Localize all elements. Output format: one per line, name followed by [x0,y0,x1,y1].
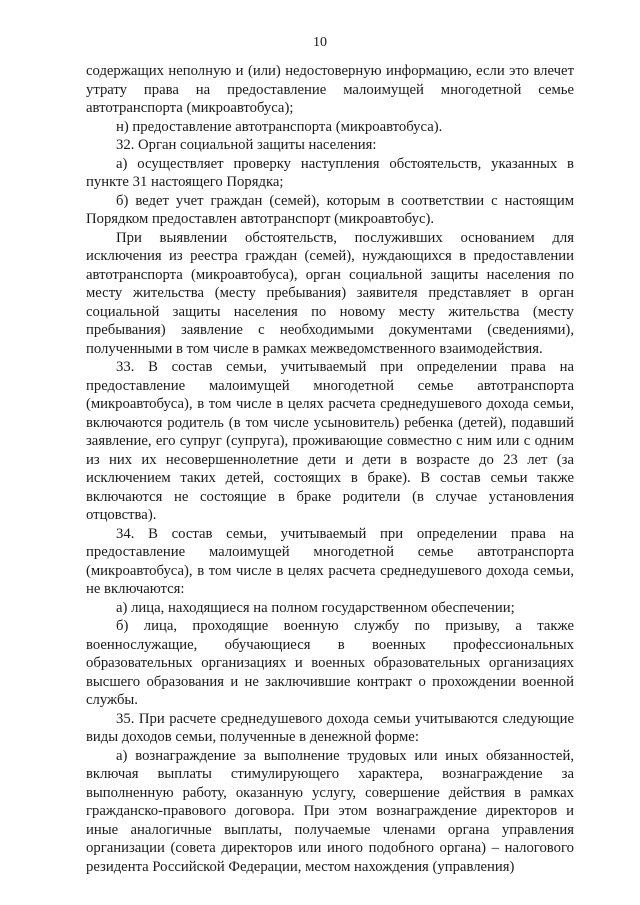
paragraph-clause-32: 32. Орган социальной защиты населения: [116,137,377,153]
paragraph-exclusion: При выявлении обстоятельств, послуживших основанием для исключения из реестра граждан (семей), нуждающихся в предоставлении автотранспорта (микроавтобуса), орган социальной защиты населения по месту жительства (месту пребывания) заявителя представляет в орган социальной защиты населения по новому месту жительства (месту пребывания) заявление с необходимыми документами (сведениями), полученными в том числе в рамках межведомственного взаимодействия. [86,229,574,357]
paragraph-clause-35: 35. При расчете среднедушевого дохода семьи учитываются следующие виды доходов семьи, полученные в денежной форме: [86,710,574,745]
document-body [86,62,574,876]
paragraph-item-b-32: б) ведет учет граждан (семей), которым в соответствии с настоящим Порядком предоставлен автотранспорт (микроавтобус). [86,192,574,227]
paragraph-item-a-34: а) лица, находящиеся на полном государственном обеспечении; [116,599,515,616]
page-number: 10 [313,35,327,50]
paragraph-item-b-34: б) лица, проходящие военную службу по призыву, а также военнослужащие, обучающиеся в военных профессиональных образовательных организациях и военных образовательных организациях высшего образования и не заключившие контракт о прохождении военной службы. [86,618,574,708]
paragraph-continuation: содержащих неполную и (или) недостоверную информацию, если это влечет утрату права на предоставление малоимущей многодетной семье автотранспорта (микроавтобуса); [86,63,574,116]
paragraph-item-a-32: а) осуществляет проверку наступления обстоятельств, указанных в пункте 31 настоящего Порядка; [86,155,574,190]
paragraph-item-a-35: а) вознаграждение за выполнение трудовых или иных обязанностей, включая выплаты стимулирующего характера, вознаграждение за выполненную работу, оказанную услугу, совершение действия в рамках гражданско-правового договора. При этом вознаграждение директоров и иные аналогичные выплаты, получаемые членами органа управления организации (совета директоров или иного подобного органа) – налогового резидента Российской Федерации, местом нахождения (управления) [86,747,574,875]
paragraph-clause-34: 34. В состав семьи, учитываемый при определении права на предоставление малоимущей многодетной семье автотранспорта (микроавтобуса), в том числе в целях расчета среднедушевого дохода семьи, не включаются: [86,525,574,597]
paragraph-clause-33: 33. В состав семьи, учитываемый при определении права на предоставление малоимущей многодетной семье автотранспорта (микроавтобуса), в том числе в целях расчета среднедушевого дохода семьи, включаются родитель (в том числе усыновитель) ребенка (детей), подавший заявление, его супруг (супруга), проживающие совместно с ним или с одним из них их несовершеннолетние дети и дети в возрасте до 23 лет (за исключением таких детей, состоящих в браке). В состав семьи также включаются не состоящие в браке родители (в случае установления отцовства). [86,359,574,523]
paragraph-item-n: н) предоставление автотранспорта (микроавтобуса). [116,118,443,135]
